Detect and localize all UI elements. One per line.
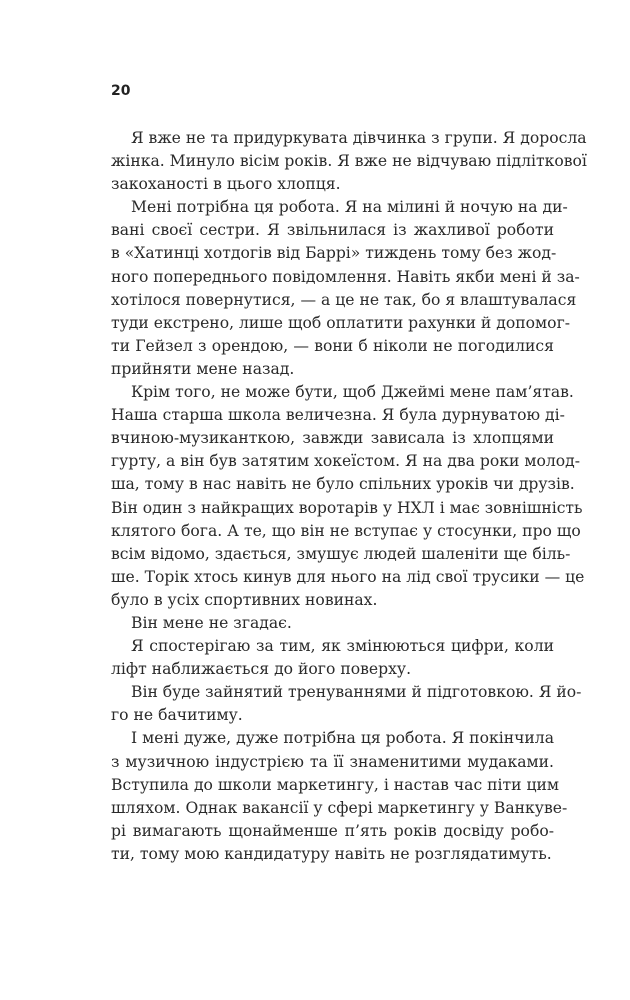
- page-number: 20: [111, 83, 131, 99]
- text-line: в «Хатинці хотдогів від Баррі» тиждень тому без жод-: [111, 244, 557, 263]
- text-line: вані своєї сестри. Я звільнилася із жахливої роботи: [111, 221, 554, 240]
- paragraph: [111, 681, 582, 727]
- text-line: гурту, а він був затятим хокеїстом. Я на два роки молод-: [111, 452, 581, 471]
- text-line: з музичною індустрією та її знаменитими мудаками.: [111, 752, 554, 771]
- text-line: Наша старша школа величезна. Я була дурнуватою ді-: [111, 406, 565, 425]
- text-line: ти, тому мою кандидатуру навіть не розглядатимуть.: [111, 844, 552, 863]
- paragraph: [111, 381, 585, 612]
- text-line: ліфт наближається до його поверху.: [111, 660, 412, 679]
- text-line: шляхом. Однак вакансії у сфері маркетингу у Ванкуве-: [111, 798, 568, 817]
- text-line: прийняти мене назад.: [111, 359, 295, 378]
- text-line: Крім того, не може бути, щоб Джеймі мене пам’ятав.: [131, 383, 574, 402]
- paragraph: [111, 727, 568, 866]
- text-line: Вступила до школи маркетингу, і настав час піти цим: [111, 775, 560, 794]
- text-line: ного попереднього повідомлення. Навіть якби мені й за-: [111, 267, 580, 286]
- text-line: клятого бога. А те, що він не вступає у стосунки, про що: [111, 521, 581, 540]
- text-line: всім відомо, здається, змушує людей шаленіти ще біль-: [111, 544, 571, 563]
- paragraph: [111, 127, 587, 196]
- body-text: [111, 127, 587, 866]
- text-line: Я вже не та придуркувата дівчинка з групи. Я доросла: [131, 129, 587, 147]
- text-line: ша, тому в нас навіть не було спільних уроків чи друзів.: [111, 475, 575, 494]
- text-line: закоханості в цього хлопця.: [111, 175, 341, 194]
- text-line: вчиною-музиканткою, завжди зависала із хлопцями: [111, 429, 554, 448]
- text-line: було в усіх спортивних новинах.: [111, 590, 378, 609]
- text-line: жінка. Минуло вісім років. Я вже не відчуваю підліткової: [111, 152, 587, 171]
- text-line: ше. Торік хтось кинув для нього на лід свої трусики — це: [111, 567, 585, 586]
- text-line: рі вимагають щонайменше п’ять років досвіду робо-: [111, 821, 554, 840]
- text-line: Він один з найкращих воротарів у НХЛ і має зовнішність: [111, 498, 583, 517]
- text-line: ти Гейзел з орендою, — вони б ніколи не погодилися: [111, 336, 554, 355]
- text-line: Він буде зайнятий тренуваннями й підготовкою. Я йо-: [131, 683, 582, 702]
- text-line: Я спостерігаю за тим, як змінюються цифри, коли: [131, 637, 554, 656]
- paragraph: [111, 612, 554, 635]
- text-line: туди екстрено, лише щоб оплатити рахунки й допомог-: [111, 313, 571, 332]
- paragraph: [111, 635, 554, 681]
- text-line: І мені дуже, дуже потрібна ця робота. Я покінчила: [131, 729, 554, 748]
- text-line: Мені потрібна ця робота. Я на мілині й ночую на ди-: [131, 198, 568, 217]
- text-line: Він мене не згадає.: [131, 613, 292, 632]
- text-line: го не бачитиму.: [111, 706, 243, 725]
- text-line: хотілося повернутися, — а це не так, бо я влаштувалася: [111, 290, 577, 309]
- paragraph: [111, 196, 580, 381]
